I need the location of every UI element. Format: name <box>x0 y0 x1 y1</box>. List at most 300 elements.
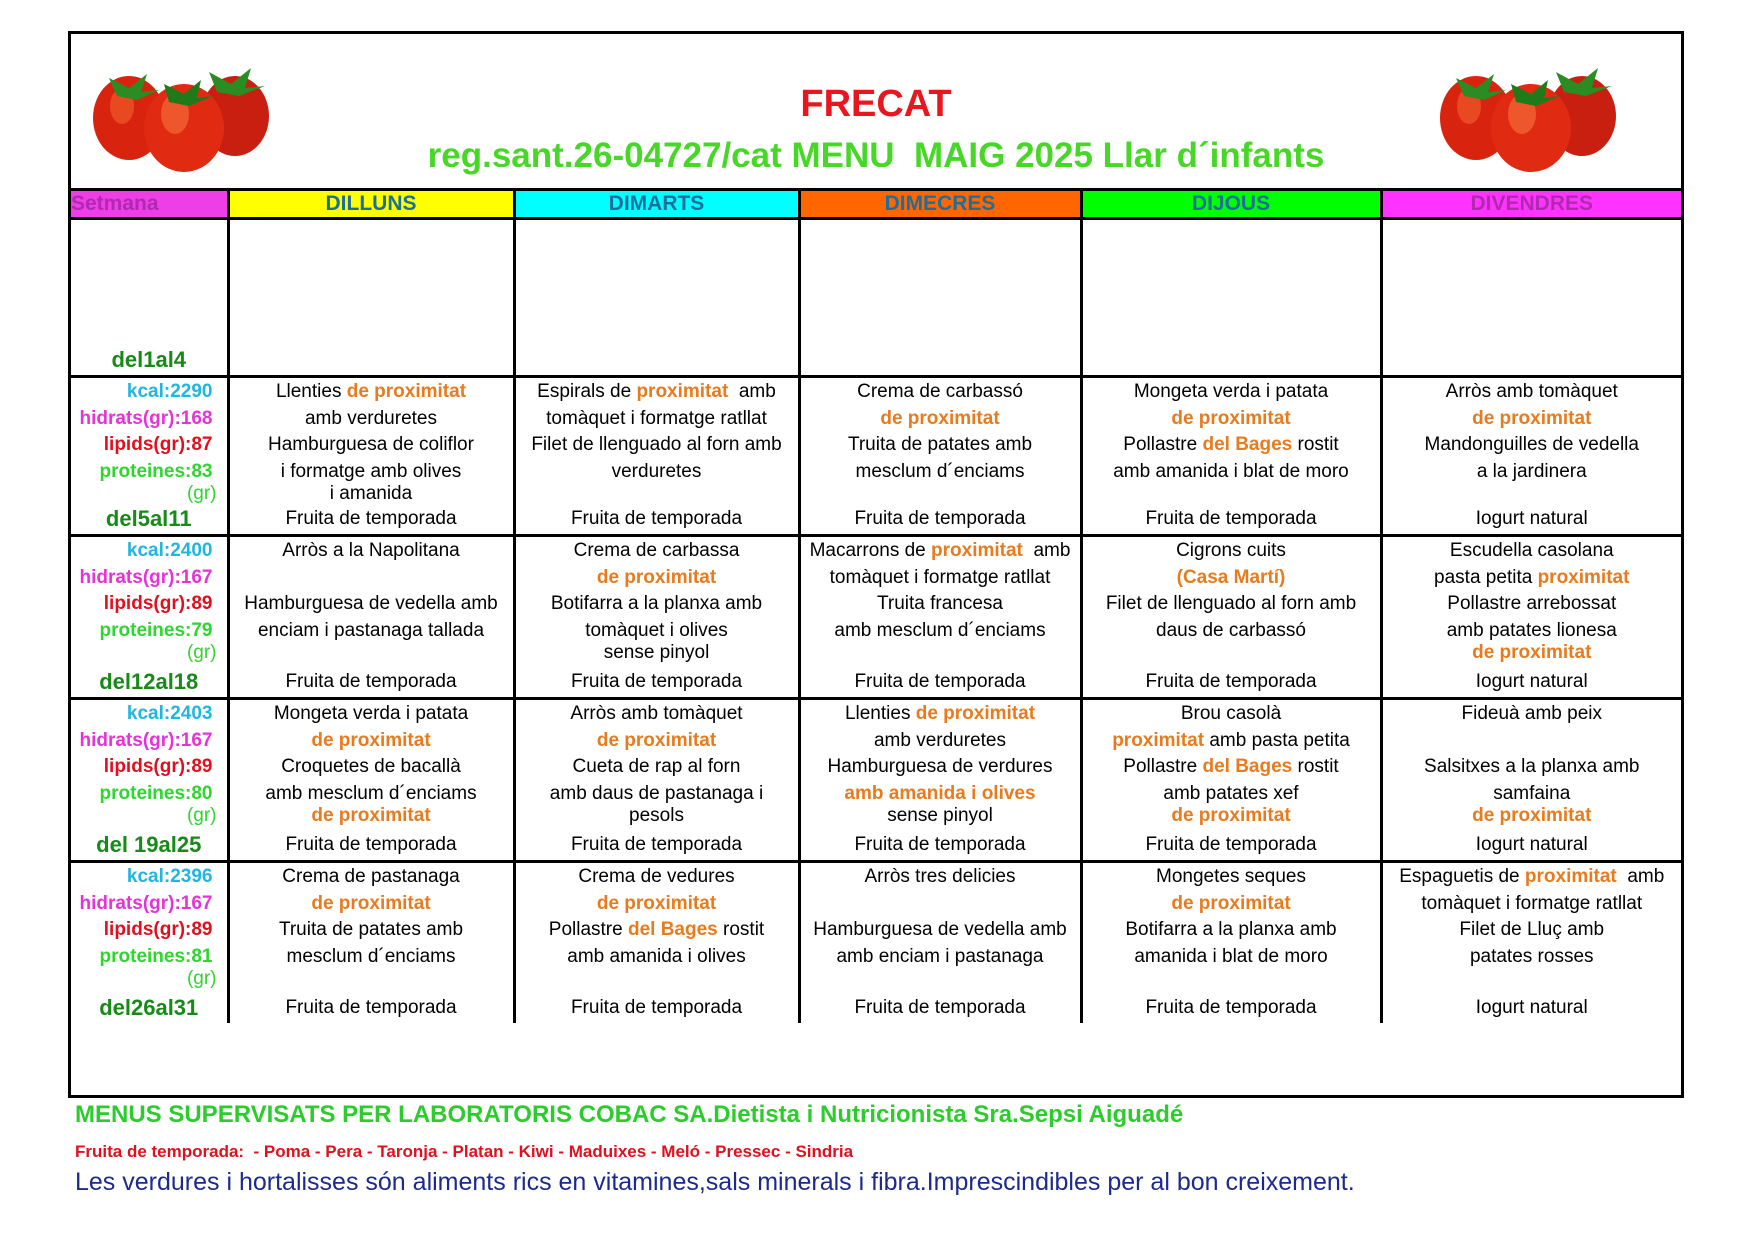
menu-line <box>1083 865 1380 889</box>
menu-line <box>230 380 513 404</box>
proteines-value: proteines:83 <box>99 461 213 482</box>
menu-line <box>1383 592 1682 616</box>
menu-text: Iogurt natural <box>1475 671 1588 692</box>
menu-cell <box>1081 699 1381 862</box>
menu-line <box>1383 460 1682 484</box>
highlight-text: del Bages <box>627 919 718 940</box>
week-label: del5al11 <box>105 506 192 531</box>
highlight-text: de proximitat <box>311 730 431 751</box>
highlight-text: proximitat <box>931 540 1023 561</box>
column-header-label: DIJOUS <box>1191 192 1271 215</box>
menu-text: Arròs amb tomàquet <box>1445 381 1618 402</box>
menu-text: amb <box>728 381 776 402</box>
menu-text: Croquetes de bacallà <box>281 756 461 777</box>
menu-line <box>516 729 798 753</box>
menu-line <box>1383 670 1682 694</box>
menu-cell <box>228 862 514 1024</box>
week-cell <box>71 862 228 1024</box>
week-cell <box>71 699 228 862</box>
menu-text: a la jardinera <box>1476 461 1587 482</box>
menu-text: Botifarra a la planxa amb <box>550 593 763 614</box>
menu-text: Pollastre <box>1123 756 1203 777</box>
menu-text: Fruita de temporada <box>285 997 457 1018</box>
menu-text: Espaguetis de <box>1399 866 1525 887</box>
menu-line <box>230 804 513 828</box>
menu-line <box>1083 804 1380 828</box>
menu-text: Iogurt natural <box>1475 997 1588 1018</box>
menu-text: Fruita de temporada <box>1145 834 1317 855</box>
menu-cell <box>1381 699 1681 862</box>
menu-text: Fruita de temporada <box>285 508 457 529</box>
week-label: del12al18 <box>99 669 199 694</box>
menu-line <box>1383 804 1682 828</box>
menu-text: Pollastre arrebossat <box>1447 593 1617 614</box>
menu-line <box>801 702 1080 726</box>
menu-line <box>516 566 798 590</box>
menu-line <box>230 592 513 616</box>
menu-line <box>230 407 513 431</box>
highlight-text: de proximitat <box>1171 893 1291 914</box>
menu-line <box>1383 702 1682 726</box>
highlight-text: de proximitat <box>1472 805 1592 826</box>
menu-text: rostit <box>717 919 765 940</box>
highlight-text: de proximitat <box>1171 805 1291 826</box>
menu-text: Truita de patates amb <box>847 434 1033 455</box>
menu-text: Macarrons de <box>809 540 932 561</box>
menu-line <box>1083 380 1380 404</box>
menu-cell <box>1381 377 1681 536</box>
column-header-label: DIVENDRES <box>1470 192 1594 215</box>
menu-text: amb verduretes <box>304 408 437 429</box>
menu-line <box>1083 619 1380 643</box>
menu-line <box>516 918 798 942</box>
menu-text: Cigrons cuits <box>1176 540 1286 561</box>
highlight-text: de proximitat <box>596 893 717 914</box>
menu-text: Fruita de temporada <box>1145 508 1317 529</box>
highlight-text: de proximitat <box>1472 642 1592 663</box>
menu-text: tomàquet i formatge ratllat <box>546 408 767 429</box>
menu-line <box>230 482 513 506</box>
proteines-value: proteines:80 <box>99 783 213 804</box>
highlight-text: de proximitat <box>596 567 717 588</box>
menu-text: sense pinyol <box>887 805 993 826</box>
menu-line <box>801 619 1080 643</box>
menu-text: mesclum d´enciams <box>286 946 456 967</box>
lipids-value: lipids(gr):87 <box>103 434 213 455</box>
menu-text: amb amanida i olives <box>567 946 746 967</box>
menu-cell <box>228 219 514 377</box>
hidrats-value: hidrats(gr):168 <box>79 408 213 429</box>
menu-line <box>801 729 1080 753</box>
column-header-dijous <box>1081 190 1381 219</box>
menu-text: Hamburguesa de coliflor <box>268 434 474 455</box>
menu-line <box>230 460 513 484</box>
menu-text: Filet de llenguado al forn amb <box>1105 593 1357 614</box>
menu-text: Escudella casolana <box>1449 540 1614 561</box>
menu-line <box>1083 996 1380 1020</box>
menu-line <box>516 782 798 806</box>
menu-line <box>516 539 798 563</box>
menu-line <box>516 833 798 857</box>
menu-text: Llenties <box>275 381 347 402</box>
column-header-label: DIMECRES <box>884 192 996 215</box>
menu-text: Fruita de temporada <box>570 671 743 692</box>
gr-unit: (gr) <box>186 968 217 989</box>
menu-text: Fruita de temporada <box>1145 997 1317 1018</box>
menu-cell <box>1381 862 1681 1024</box>
hidrats-value: hidrats(gr):167 <box>79 893 213 914</box>
menu-text: rostit <box>1292 434 1339 455</box>
menu-text: tomàquet i olives <box>585 620 728 641</box>
column-header-label: DILLUNS <box>325 192 417 215</box>
gr-unit: (gr) <box>186 642 217 663</box>
highlight-text: de proximitat <box>1472 408 1592 429</box>
menu-cell <box>514 536 799 699</box>
menu-line <box>516 592 798 616</box>
highlight-text: del Bages <box>1202 434 1293 455</box>
menu-text: Iogurt natural <box>1475 834 1588 855</box>
menu-text: amb mesclum d´enciams <box>834 620 1046 641</box>
menu-line <box>516 996 798 1020</box>
menu-line <box>801 433 1080 457</box>
menu-line <box>1083 670 1380 694</box>
menu-cell <box>799 536 1081 699</box>
menu-line <box>1383 945 1682 969</box>
menu-text: Fruita de temporada <box>854 834 1026 855</box>
menu-text: mesclum d´enciams <box>855 461 1025 482</box>
table-row <box>71 377 1681 536</box>
menu-line <box>230 892 513 916</box>
menu-text: samfaina <box>1493 783 1571 804</box>
column-header-dimecres <box>799 190 1081 219</box>
menu-line <box>230 945 513 969</box>
menu-line <box>1083 566 1380 590</box>
menu-text: Fruita de temporada <box>854 508 1026 529</box>
menu-text: Crema de pastanaga <box>282 866 460 887</box>
menu-text: amb mesclum d´enciams <box>265 783 477 804</box>
table-row <box>71 862 1681 1024</box>
menu-cell <box>799 219 1081 377</box>
menu-line <box>1083 945 1380 969</box>
menu-text: i formatge amb olives <box>280 461 462 482</box>
menu-line <box>801 592 1080 616</box>
highlight-text: de proximitat <box>346 381 467 402</box>
menu-line <box>230 507 513 531</box>
menu-text: pasta petita <box>1434 567 1538 588</box>
week-label: del26al31 <box>99 995 199 1020</box>
menu-text: patates rosses <box>1469 946 1594 967</box>
highlight-text: de proximitat <box>880 408 1000 429</box>
menu-line <box>516 460 798 484</box>
proteines-value: proteines:81 <box>99 946 213 967</box>
menu-text: Crema de carbassa <box>573 540 740 561</box>
menu-text: amb amanida i blat de moro <box>1113 461 1349 482</box>
highlight-text: proximitat <box>1537 567 1630 588</box>
menu-line <box>1383 433 1682 457</box>
menu-line <box>1083 702 1380 726</box>
footer-supervision: MENUS SUPERVISATS PER LABORATORIS COBAC SA.Dietista i Nutricionista Sra.Sepsi Aiguadé <box>75 1101 1184 1128</box>
menu-text: amb verduretes <box>873 730 1006 751</box>
menu-text: Arròs tres delicies <box>864 866 1016 887</box>
menu-cell <box>228 536 514 699</box>
menu-cell <box>1081 862 1381 1024</box>
menu-line <box>1383 507 1682 531</box>
menu-text: Llenties <box>844 703 916 724</box>
table-header-row <box>71 190 1681 219</box>
menu-text: rostit <box>1292 756 1339 777</box>
menu-cell <box>1081 219 1381 377</box>
menu-line <box>801 566 1080 590</box>
menu-text: daus de carbassó <box>1156 620 1306 641</box>
menu-cell <box>514 699 799 862</box>
menu-text: tomàquet i formatge ratllat <box>1421 893 1643 914</box>
menu-text: Fideuà amb peix <box>1461 703 1602 724</box>
menu-line <box>1083 539 1380 563</box>
menu-text: amb <box>1022 540 1071 561</box>
menu-text: enciam i pastanaga tallada <box>257 620 485 641</box>
menu-text: Espirals de <box>537 381 637 402</box>
menu-line <box>801 755 1080 779</box>
footer-fruita: Fruita de temporada: - Poma - Pera - Taronja - Platan - Kiwi - Maduixes - Meló - Pressec - Sindria <box>75 1142 854 1161</box>
menu-line <box>516 433 798 457</box>
menu-text: Mandonguilles de vedella <box>1424 434 1639 455</box>
menu-text: Fruita de temporada <box>570 997 743 1018</box>
page-subtitle: reg.sant.26-04727/cat MENU MAIG 2025 Llar d´infants <box>427 136 1325 175</box>
column-header-label: DIMARTS <box>608 192 705 215</box>
menu-text: Hamburguesa de vedella amb <box>813 919 1067 940</box>
menu-text: sense pinyol <box>603 642 710 663</box>
menu-line <box>1083 592 1380 616</box>
menu-line <box>230 782 513 806</box>
menu-sheet <box>68 31 1684 1098</box>
menu-cell <box>1381 219 1681 377</box>
week-cell <box>71 536 228 699</box>
menu-line <box>1083 460 1380 484</box>
menu-line <box>1383 996 1682 1020</box>
gr-unit: (gr) <box>186 805 217 826</box>
menu-line <box>1383 566 1682 590</box>
menu-text: Pollastre <box>548 919 628 940</box>
menu-text: Filet de Lluç amb <box>1459 919 1605 940</box>
menu-text: Crema de carbassó <box>857 381 1023 402</box>
menu-line <box>516 865 798 889</box>
highlight-text: de proximitat <box>1171 408 1291 429</box>
menu-text: i amanida <box>329 483 413 504</box>
menu-line <box>230 755 513 779</box>
menu-line <box>801 996 1080 1020</box>
menu-text: amanida i blat de moro <box>1134 946 1328 967</box>
menu-line <box>801 833 1080 857</box>
menu-line <box>1083 407 1380 431</box>
menu-line <box>801 945 1080 969</box>
highlight-text: (Casa Martí) <box>1176 567 1286 588</box>
gr-unit: (gr) <box>186 483 217 504</box>
menu-cell <box>514 377 799 536</box>
column-header-dilluns <box>228 190 514 219</box>
menu-cell <box>1081 536 1381 699</box>
page-title: FRECAT <box>800 83 952 125</box>
menu-line <box>801 918 1080 942</box>
menu-line <box>801 804 1080 828</box>
menu-text: verduretes <box>611 461 702 482</box>
menu-line <box>801 865 1080 889</box>
kcal-value: kcal:2403 <box>126 703 213 724</box>
menu-text: Fruita de temporada <box>854 997 1026 1018</box>
highlight-text: de proximitat <box>311 805 431 826</box>
menu-text: amb pasta petita <box>1204 730 1350 751</box>
menu-text: Brou casolà <box>1180 703 1282 724</box>
hidrats-value: hidrats(gr):167 <box>79 730 213 751</box>
menu-cell <box>799 377 1081 536</box>
menu-line <box>801 539 1080 563</box>
menu-line <box>230 918 513 942</box>
menu-line <box>1083 892 1380 916</box>
menu-line <box>801 407 1080 431</box>
week-cell <box>71 219 228 377</box>
column-header-dimarts <box>514 190 799 219</box>
week-cell <box>71 377 228 536</box>
menu-line <box>516 892 798 916</box>
table-row <box>71 536 1681 699</box>
menu-text: amb enciam i pastanaga <box>836 946 1044 967</box>
menu-cell <box>799 862 1081 1024</box>
menu-text: Arròs a la Napolitana <box>282 540 460 561</box>
menu-text: Fruita de temporada <box>570 834 743 855</box>
menu-text: Fruita de temporada <box>854 671 1026 692</box>
menu-text: Filet de llenguado al forn amb <box>531 434 782 455</box>
menu-line <box>230 433 513 457</box>
menu-line <box>801 380 1080 404</box>
menu-line <box>230 865 513 889</box>
menu-cell <box>799 699 1081 862</box>
header <box>71 34 1681 188</box>
menu-cell <box>1081 377 1381 536</box>
menu-line <box>1083 755 1380 779</box>
menu-cell <box>1381 536 1681 699</box>
menu-line <box>1383 619 1682 643</box>
menu-line <box>230 702 513 726</box>
menu-line <box>1383 380 1682 404</box>
menu-line <box>516 619 798 643</box>
menu-line <box>230 619 513 643</box>
menu-line <box>1383 865 1682 889</box>
menu-line <box>516 641 798 665</box>
kcal-value: kcal:2290 <box>126 381 213 402</box>
lipids-value: lipids(gr):89 <box>103 593 213 614</box>
menu-line <box>1083 729 1380 753</box>
menu-line <box>516 507 798 531</box>
menu-line <box>801 507 1080 531</box>
column-header-setmana <box>71 190 228 219</box>
lipids-value: lipids(gr):89 <box>103 756 213 777</box>
menu-text: Truita de patates amb <box>278 919 464 940</box>
menu-text: Iogurt natural <box>1475 508 1588 529</box>
menu-line <box>1383 833 1682 857</box>
highlight-text: proximitat <box>636 381 729 402</box>
highlight-text: proximitat <box>1112 730 1205 751</box>
menu-line <box>801 782 1080 806</box>
menu-line <box>1383 407 1682 431</box>
menu-text: pesols <box>629 805 684 826</box>
menu-line <box>1083 918 1380 942</box>
menu-line <box>230 833 513 857</box>
menu-line <box>230 729 513 753</box>
week-label: del 19al25 <box>96 832 202 857</box>
menu-cell <box>514 862 799 1024</box>
menu-text: Salsitxes a la planxa amb <box>1424 756 1640 777</box>
menu-text: Mongeta verda i patata <box>273 703 469 724</box>
menu-line <box>1083 433 1380 457</box>
menu-line <box>230 670 513 694</box>
menu-line <box>1383 918 1682 942</box>
menu-line <box>801 670 1080 694</box>
menu-text: Hamburguesa de verdures <box>827 756 1053 777</box>
menu-text: Cueta de rap al forn <box>572 756 741 777</box>
menu-text: Mongeta verda i patata <box>1133 381 1329 402</box>
menu-text: Fruita de temporada <box>570 508 743 529</box>
kcal-value: kcal:2400 <box>126 540 213 561</box>
menu-cell <box>228 699 514 862</box>
menu-text: Truita francesa <box>876 593 1003 614</box>
hidrats-value: hidrats(gr):167 <box>79 567 213 588</box>
menu-line <box>1083 833 1380 857</box>
footer-verdures: Les verdures i hortalisses són aliments rics en vitamines,sals minerals i fibra.Imprescindibles per al bon creixement. <box>75 1168 1355 1196</box>
menu-line <box>516 380 798 404</box>
menu-line <box>1383 892 1682 916</box>
highlight-text: de proximitat <box>915 703 1036 724</box>
menu-text: amb patates lionesa <box>1446 620 1617 641</box>
menu-line <box>516 755 798 779</box>
menu-text: Botifarra a la planxa amb <box>1125 919 1337 940</box>
column-header-divendres <box>1381 190 1681 219</box>
menu-line <box>230 996 513 1020</box>
lipids-value: lipids(gr):89 <box>103 919 213 940</box>
menu-table <box>71 188 1681 1023</box>
week-label: del1al4 <box>111 347 187 372</box>
menu-line <box>230 539 513 563</box>
menu-line <box>516 702 798 726</box>
menu-line <box>516 407 798 431</box>
menu-line <box>1083 782 1380 806</box>
menu-line <box>516 670 798 694</box>
column-header-label: Setmana <box>71 192 159 215</box>
menu-line <box>1383 539 1682 563</box>
table-row <box>71 699 1681 862</box>
menu-text: amb daus de pastanaga i <box>549 783 764 804</box>
highlight-text: proximitat <box>1524 866 1617 887</box>
menu-text: Fruita de temporada <box>285 671 457 692</box>
menu-line <box>1083 507 1380 531</box>
menu-cell <box>228 377 514 536</box>
menu-line <box>516 804 798 828</box>
menu-text: Fruita de temporada <box>285 834 457 855</box>
menu-text: tomàquet i formatge ratllat <box>829 567 1051 588</box>
menu-line <box>1383 782 1682 806</box>
menu-text: Fruita de temporada <box>1145 671 1317 692</box>
week-rows <box>71 219 1681 1024</box>
kcal-value: kcal:2396 <box>126 866 213 887</box>
menu-text: Crema de vedures <box>578 866 735 887</box>
highlight-text: del Bages <box>1202 756 1293 777</box>
highlight-text: de proximitat <box>311 893 431 914</box>
highlight-text: amb amanida i olives <box>844 783 1036 804</box>
table-row <box>71 219 1681 377</box>
menu-line <box>516 945 798 969</box>
menu-text: amb <box>1616 866 1665 887</box>
highlight-text: de proximitat <box>596 730 717 751</box>
menu-text: Arròs amb tomàquet <box>570 703 743 724</box>
menu-line <box>1383 755 1682 779</box>
